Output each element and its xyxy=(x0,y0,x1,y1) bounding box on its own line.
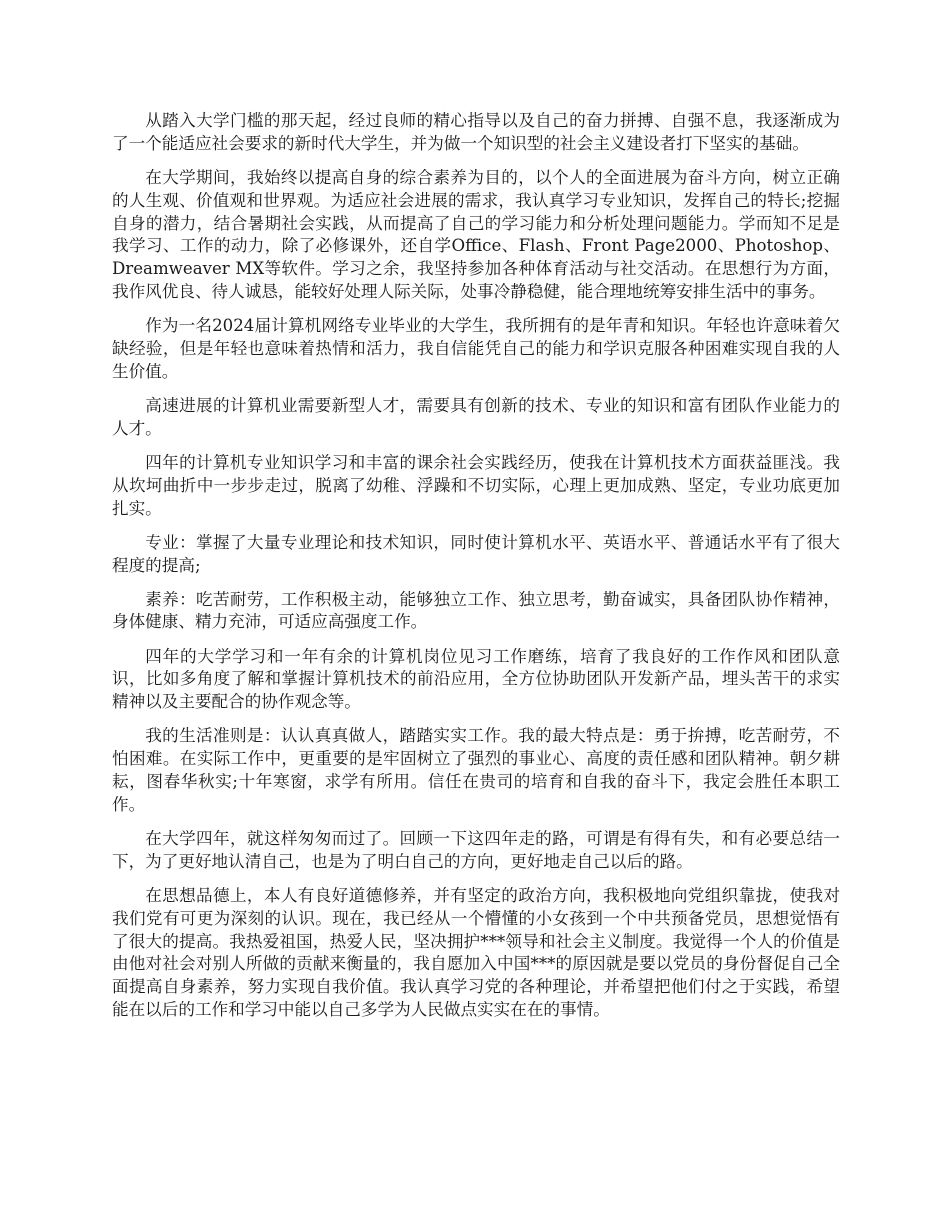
paragraph-graduate: 作为一名2024届计算机网络专业毕业的大学生，我所拥有的是年青和知识。年轻也许意味着欠缺经验，但是年轻也意味着热情和活力，我自信能凭自己的能力和学识克服各种困难实现自我的人生价值。 xyxy=(112,316,840,381)
paragraph-professional: 专业：掌握了大量专业理论和技术知识，同时使计算机水平、英语水平、普通话水平有了很大程度的提高; xyxy=(112,532,840,575)
paragraph-summary: 在大学四年，就这样匆匆而过了。回顾一下这四年走的路，可谓是有得有失，和有必要总结一下，为了更好地认清自己，也是为了明白自己的方向，更好地走自己以后的路。 xyxy=(112,829,840,871)
paragraph-university-period: 在大学期间，我始终以提高自身的综合素养为目的，以个人的全面进展为奋斗方向，树立正确的人生观、价值观和世界观。为适应社会进展的需求，我认真学习专业知识，发挥自己的特长;挖掘自身的潜力，结合暑期社会实践，从而提高了自己的学习能力和分析处理问题能力。学而知不足是我学习、工作的动力，除了必修课外，还自学Office、Flash、Front Page2000、Photoshop、Dreamweaver MX等软件。学习之余，我坚持参加各种体育活动与社交活动。在思想行为方面，我作风优良、待人诚恳，能较好处理人际关际，处事冷静稳健，能合理地统筹安排生活中的事务。 xyxy=(112,167,840,301)
paragraph-industry-needs: 高速进展的计算机业需要新型人才，需要具有创新的技术、专业的知识和富有团队作业能力的人才。 xyxy=(112,395,840,438)
paragraph-moral-character: 在思想品德上，本人有良好道德修养，并有坚定的政治方向，我积极地向党组织靠拢，使我对我们党有可更为深刻的认识。现在，我已经从一个懵懂的小女孩到一个中共预备党员，思想觉悟有了很大的提高。我热爱祖国，热爱人民，坚决拥护***领导和社会主义制度。我觉得一个人的价值是由他对社会对别人所做的贡献来衡量的，我自愿加入中国***的原因就是要以党员的身份督促自己全面提高自身素养，努力实现自我价值。我认真学习党的各种理论，并希望把他们付之于实践，希望能在以后的工作和学习中能以自己多学为人民做点实实在在的事情。 xyxy=(112,886,840,1019)
document-body xyxy=(112,110,840,1033)
paragraph-four-years-study: 四年的计算机专业知识学习和丰富的课余社会实践经历，使我在计算机技术方面获益匪浅。我从坎坷曲折中一步步走过，脱离了幼稚、浮躁和不切实际，心理上更加成熟、坚定，专业功底更加扎实。 xyxy=(112,452,840,518)
paragraph-intro: 从踏入大学门槛的那天起，经过良师的精心指导以及自己的奋力拼搏、自强不息，我逐渐成为了一个能适应社会要求的新时代大学生，并为做一个知识型的社会主义建设者打下坚实的基础。 xyxy=(112,111,840,153)
paragraph-training: 四年的大学学习和一年有余的计算机岗位见习工作磨练，培育了我良好的工作作风和团队意识，比如多角度了解和掌握计算机技术的前沿应用，全方位协助团队开发新产品，埋头苦干的求实精神以及主要配合的协作观念等。 xyxy=(112,646,840,712)
paragraph-life-principles: 我的生活准则是：认认真真做人，踏踏实实工作。我的最大特点是：勇于拚搏，吃苦耐劳，不怕困难。在实际工作中，更重要的是牢固树立了强烈的事业心、高度的责任感和团队精神。朝夕耕耘，图春华秋实;十年寒窗，求学有所用。信任在贵司的培育和自我的奋斗下，我定会胜任本职工作。 xyxy=(112,726,840,814)
paragraph-qualities: 素养：吃苦耐劳，工作积极主动，能够独立工作、独立思考，勤奋诚实，具备团队协作精神，身体健康、精力充沛，可适应高强度工作。 xyxy=(112,589,840,632)
